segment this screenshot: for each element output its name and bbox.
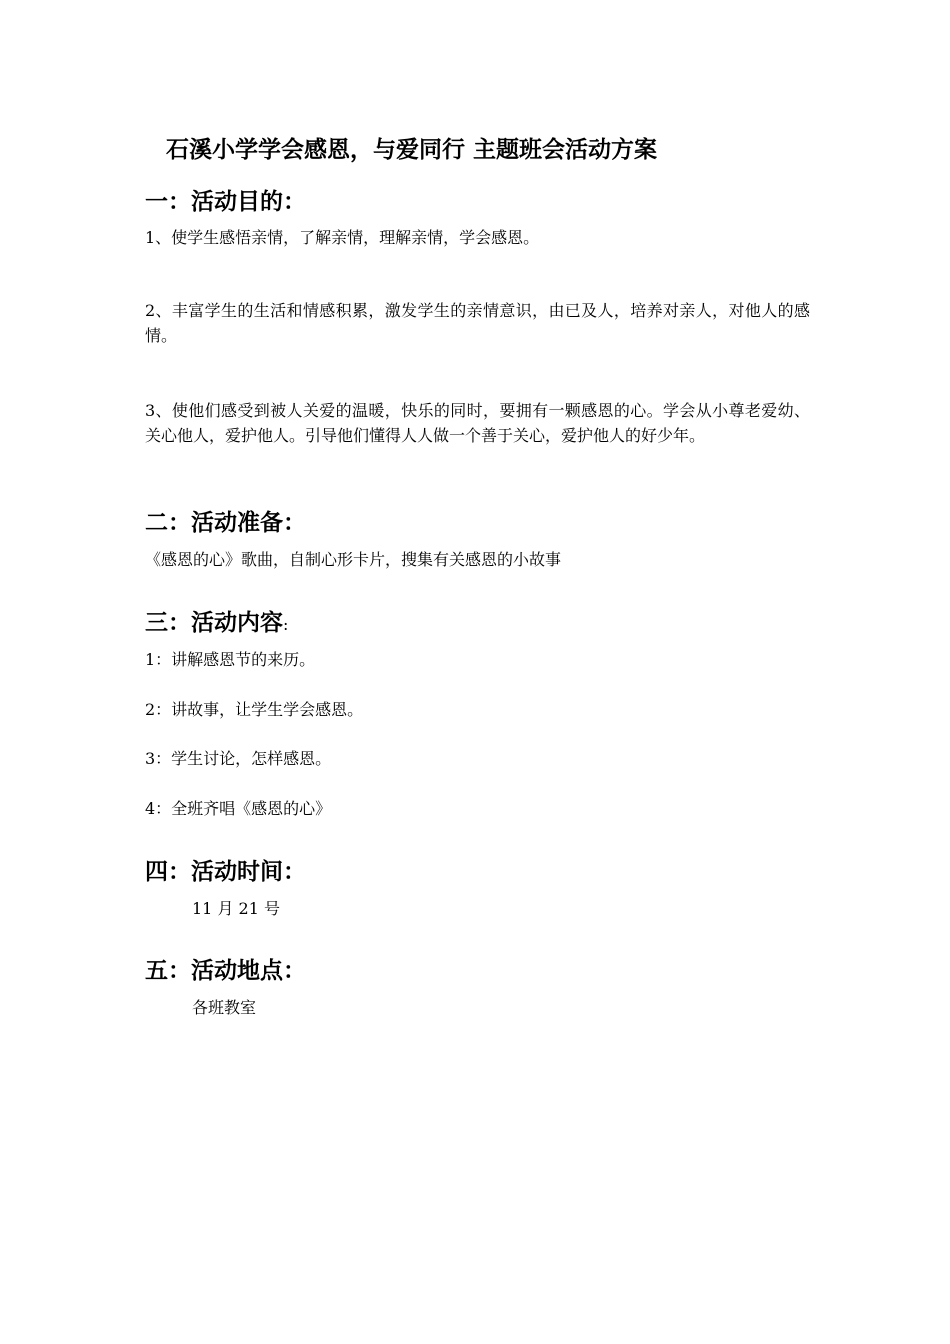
purpose-item-3: 3、使他们感受到被人关爱的温暖，快乐的同时，要拥有一颗感恩的心。学会从小尊老爱幼、关心他人，爱护他人。引导他们懂得人人做一个善于关心，爱护他人的好少年。 xyxy=(145,401,810,445)
section-heading-purpose: 一：活动目的： xyxy=(145,188,306,215)
content-item-4: 4：全班齐唱《感恩的心》 xyxy=(145,799,332,818)
purpose-item-2: 2、丰富学生的生活和情感积累，激发学生的亲情意识，由已及人，培养对亲人，对他人的感情。 xyxy=(145,301,810,345)
content-item-2: 2：讲故事，让学生学会感恩。 xyxy=(145,700,364,719)
content-item-1: 1：讲解感恩节的来历。 xyxy=(145,650,316,669)
section-heading-content-text: 三：活动内容 xyxy=(145,609,283,636)
document-title: 石溪小学学会感恩，与爱同行 主题班会活动方案 xyxy=(166,136,658,163)
preparation-text: 《感恩的心》歌曲，自制心形卡片，搜集有关感恩的小故事 xyxy=(145,550,562,569)
section-heading-preparation: 二：活动准备： xyxy=(145,509,306,536)
location-text: 各班教室 xyxy=(192,998,257,1017)
purpose-item-1: 1、使学生感悟亲情，了解亲情，理解亲情，学会感恩。 xyxy=(145,228,540,247)
section-heading-time: 四：活动时间： xyxy=(145,858,306,885)
section-heading-content xyxy=(145,607,288,641)
time-text: 11 月 21 号 xyxy=(192,899,280,918)
content-item-3: 3：学生讨论，怎样感恩。 xyxy=(145,749,332,768)
section-heading-content-suffix: : xyxy=(283,615,289,634)
section-heading-location: 五：活动地点： xyxy=(145,957,306,984)
